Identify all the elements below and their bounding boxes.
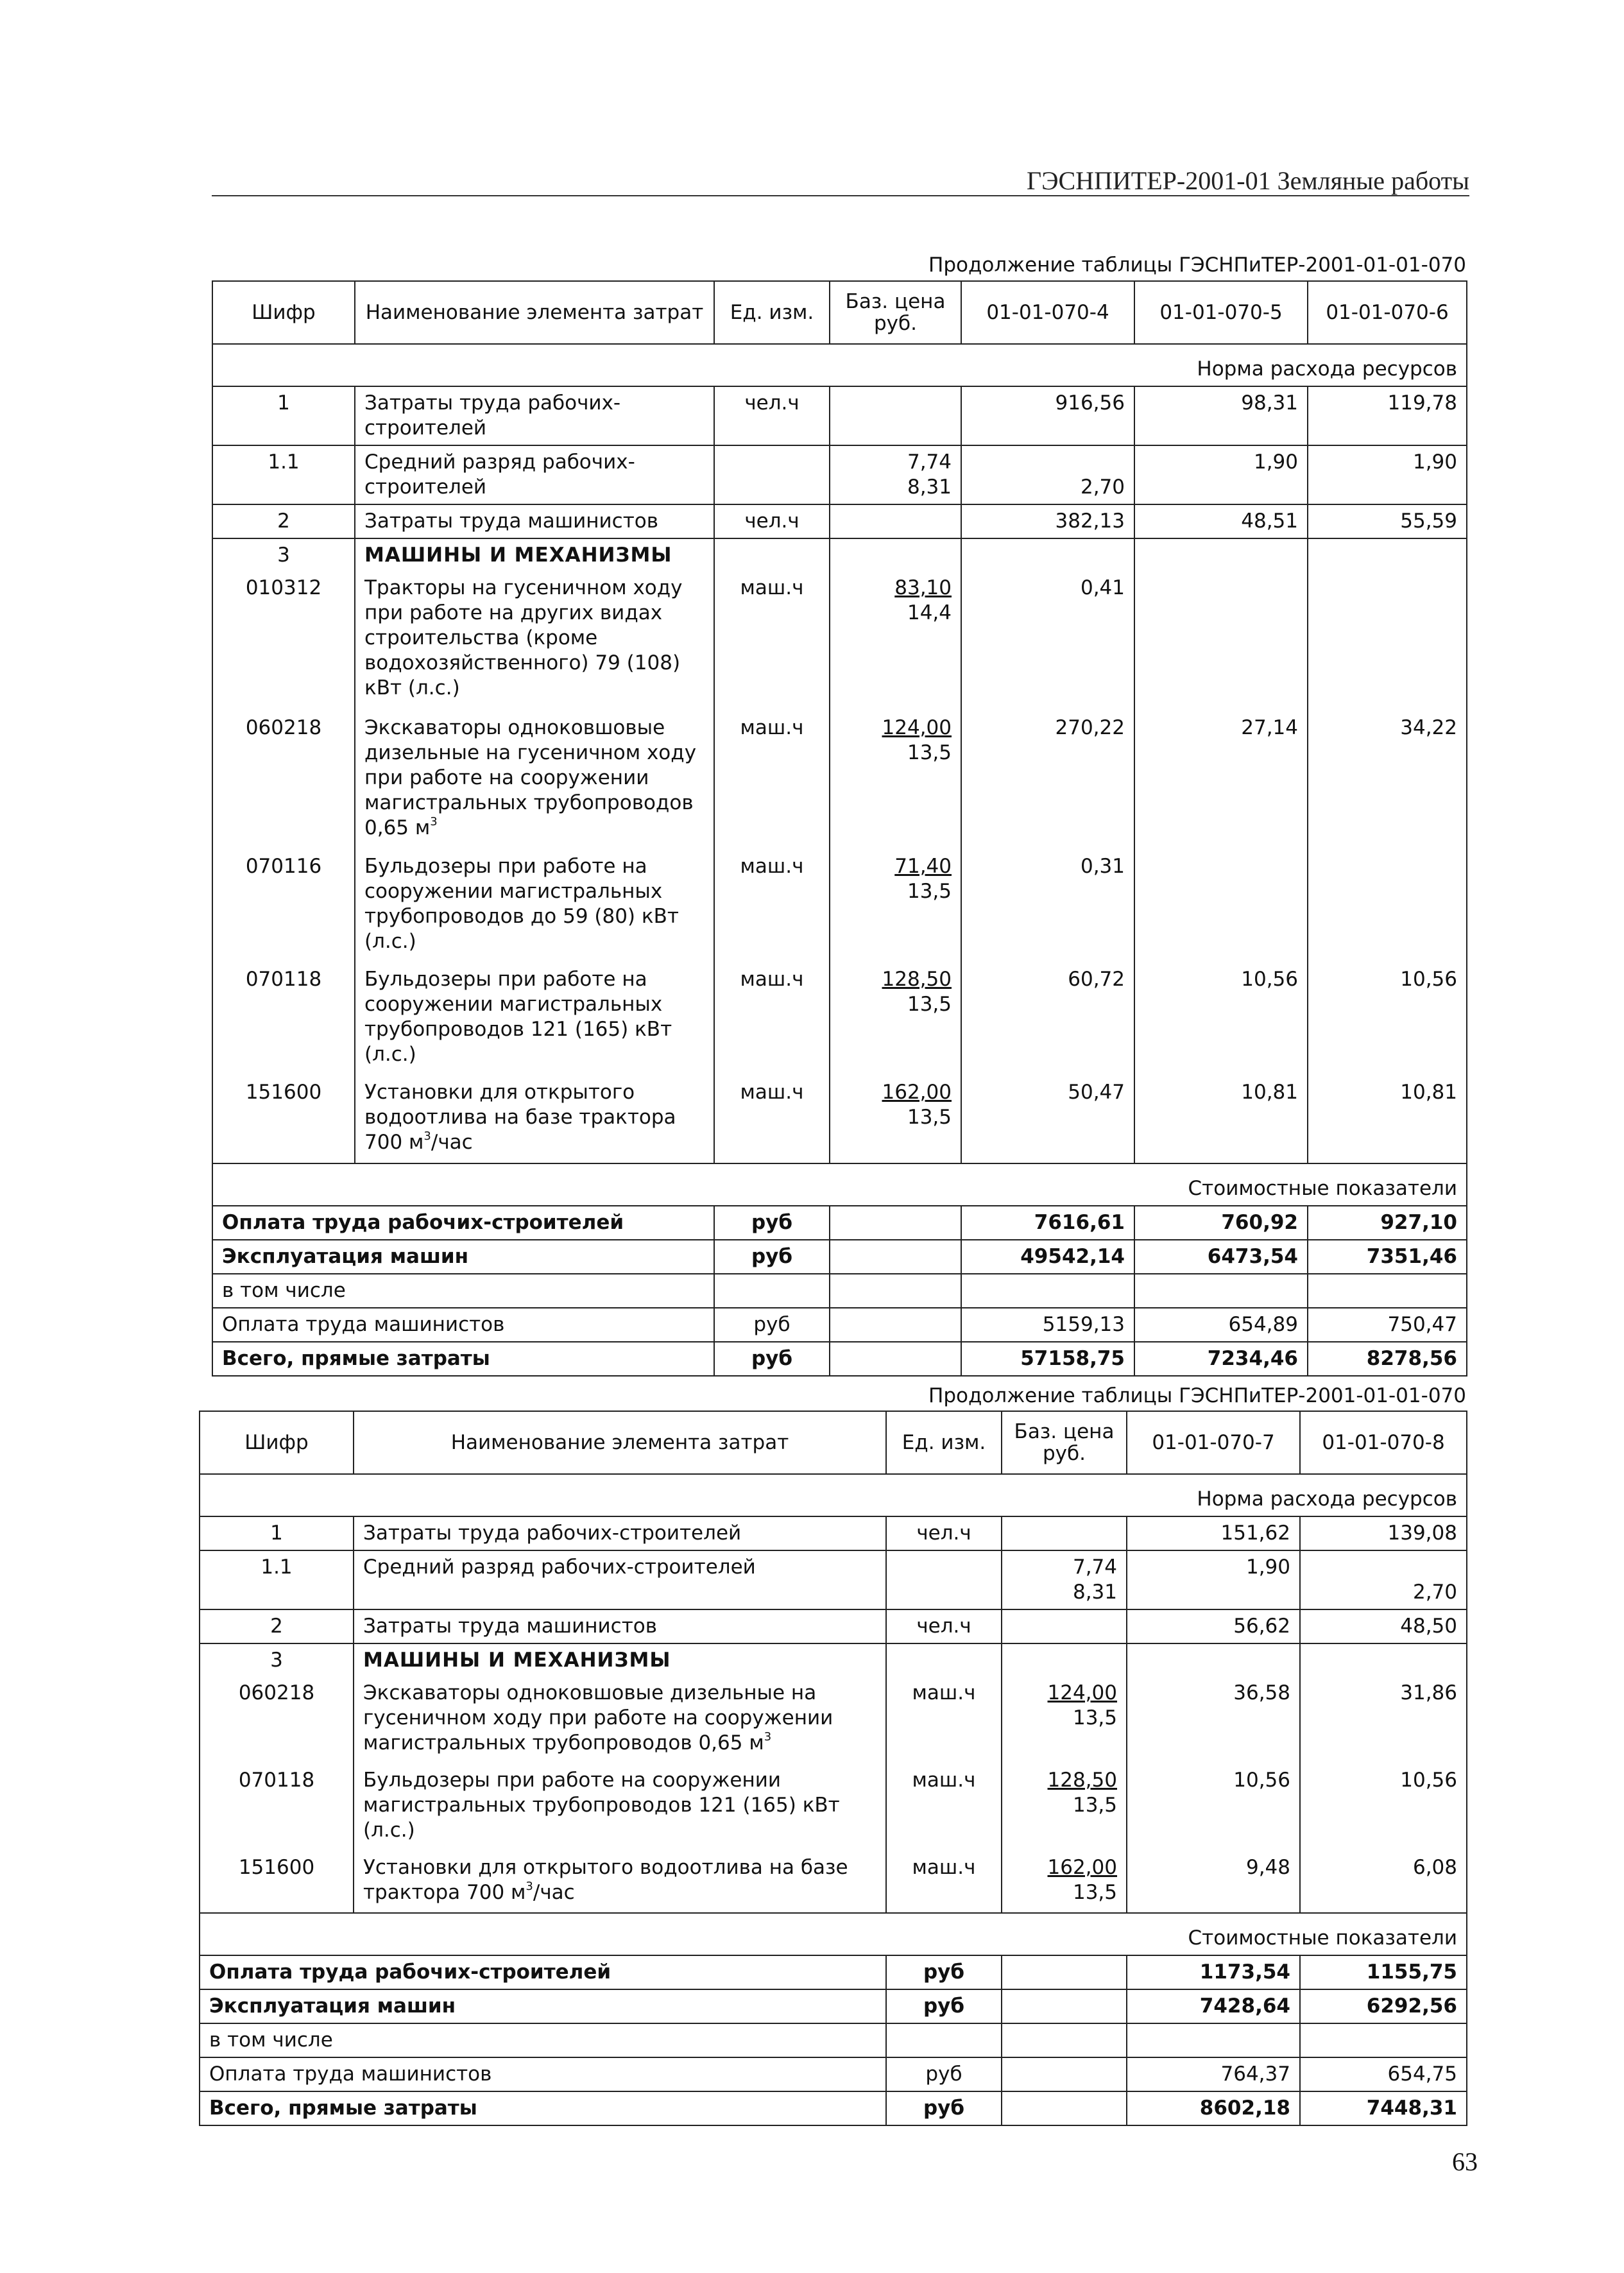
col-c2: 01-01-070-5 bbox=[1134, 281, 1308, 344]
table-cell: 7448,31 bbox=[1300, 2091, 1467, 2125]
table-cell: чел.ч bbox=[714, 504, 830, 538]
cell-text: 3 bbox=[764, 1730, 772, 1744]
table-cell: маш.ч bbox=[886, 1851, 1002, 1913]
table-cell: Норма расхода ресурсов bbox=[200, 1483, 1467, 1516]
table-cell bbox=[1134, 1274, 1308, 1308]
table-cell: руб bbox=[714, 1308, 830, 1342]
table-cell: Ед. изм. bbox=[886, 1411, 1002, 1474]
table-cell bbox=[830, 712, 961, 850]
table-cell: 916,56 bbox=[961, 386, 1134, 445]
table-cell bbox=[1134, 572, 1308, 712]
col-code: Шифр bbox=[212, 281, 355, 344]
table-cell: Всего, прямые затраты bbox=[200, 2091, 886, 2125]
table-cell: Шифр bbox=[200, 1411, 354, 1474]
table-cell bbox=[1002, 2091, 1127, 2125]
table-cell: 0,31 bbox=[961, 850, 1134, 963]
table-row bbox=[200, 1516, 1467, 1550]
table-cell: 6,08 bbox=[1300, 1851, 1467, 1913]
norm-label: Норма расхода ресурсов bbox=[212, 353, 1467, 386]
table-cell: 49542,14 bbox=[961, 1240, 1134, 1274]
table-row bbox=[200, 1609, 1467, 1643]
table-cell bbox=[961, 538, 1134, 572]
table-cell: МАШИНЫ И МЕХАНИЗМЫ bbox=[355, 538, 714, 572]
cell-text: 124,00 bbox=[1047, 1681, 1117, 1704]
table-cell bbox=[886, 2023, 1002, 2057]
table-cell: 1.1 bbox=[212, 445, 355, 504]
table-cell bbox=[830, 504, 961, 538]
table-cell bbox=[354, 1677, 886, 1764]
summary-row bbox=[212, 1274, 1467, 1308]
table-cell: 654,75 bbox=[1300, 2057, 1467, 2091]
table-cell: Бульдозеры при работе на сооружении магистральных трубопроводов 121 (165) кВт (л.с.) bbox=[354, 1764, 886, 1851]
summary-row bbox=[200, 1955, 1467, 1989]
table-cell: 119,78 bbox=[1308, 386, 1467, 445]
table-cell: Затраты труда машинистов bbox=[355, 504, 714, 538]
table-cell: 48,51 bbox=[1134, 504, 1308, 538]
table-cell: 654,89 bbox=[1134, 1308, 1308, 1342]
table-cell: 10,56 bbox=[1308, 963, 1467, 1076]
table-cell bbox=[1134, 850, 1308, 963]
table-cell: 34,22 bbox=[1308, 712, 1467, 850]
table-row bbox=[200, 1764, 1467, 1851]
table-cell: 2,70 bbox=[1300, 1550, 1467, 1609]
cell-text: 128,50 bbox=[882, 968, 952, 991]
table-cell: маш.ч bbox=[886, 1677, 1002, 1764]
summary-row bbox=[200, 1989, 1467, 2023]
table-cell: 1,90 bbox=[1127, 1550, 1300, 1609]
cost-label: Стоимостные показатели bbox=[212, 1172, 1467, 1206]
table-cell: 060218 bbox=[212, 712, 355, 850]
table1-caption: Продолжение таблицы ГЭСНПиТЕР-2001-01-01-070 bbox=[928, 253, 1466, 277]
cell-text: 13,5 bbox=[1072, 1881, 1117, 1904]
table-cell bbox=[714, 538, 830, 572]
table-cell: 139,08 bbox=[1300, 1516, 1467, 1550]
table-cell: маш.ч bbox=[714, 1076, 830, 1163]
summary-row bbox=[212, 1308, 1467, 1342]
table-cell bbox=[830, 850, 961, 963]
table-cell: маш.ч bbox=[714, 963, 830, 1076]
table-cell: руб bbox=[886, 2091, 1002, 2125]
table-cell bbox=[1002, 1550, 1127, 1609]
table-cell bbox=[830, 538, 961, 572]
table-cell: 60,72 bbox=[961, 963, 1134, 1076]
summary-row bbox=[200, 2023, 1467, 2057]
table-cell: 3 bbox=[200, 1643, 354, 1677]
table-cell: в том числе bbox=[200, 2023, 886, 2057]
table-cell: Затраты труда рабочих-строителей bbox=[354, 1516, 886, 1550]
cell-text: Установки для открытого водоотлива на базе трактора 700 м bbox=[363, 1856, 848, 1904]
table-cell: 01-01-070-7 bbox=[1127, 1411, 1300, 1474]
table-cell: 10,81 bbox=[1134, 1076, 1308, 1163]
cell-text: 3 bbox=[526, 1880, 533, 1893]
table-cell: маш.ч bbox=[714, 712, 830, 850]
table-cell: 1 bbox=[200, 1516, 354, 1550]
table-cell: Средний разряд рабочих-строителей bbox=[354, 1550, 886, 1609]
table-cell: 10,56 bbox=[1134, 963, 1308, 1076]
table-row bbox=[212, 386, 1467, 445]
table-cell: чел.ч bbox=[886, 1609, 1002, 1643]
table-cell bbox=[1002, 2057, 1127, 2091]
summary-row bbox=[212, 1240, 1467, 1274]
table-cell: 1 bbox=[212, 386, 355, 445]
table-cell bbox=[355, 712, 714, 850]
table-cell: 0,41 bbox=[961, 572, 1134, 712]
table-cell: 50,47 bbox=[961, 1076, 1134, 1163]
table-cell: 2 bbox=[212, 504, 355, 538]
table-cell: Оплата труда рабочих-строителей bbox=[212, 1206, 714, 1240]
table-cell: 55,59 bbox=[1308, 504, 1467, 538]
table-cell: руб bbox=[714, 1240, 830, 1274]
cell-text: Установки для открытого водоотлива на базе трактора 700 м bbox=[364, 1081, 676, 1154]
table-row bbox=[212, 1076, 1467, 1163]
table-cell: 070116 bbox=[212, 850, 355, 963]
table-cell: 6473,54 bbox=[1134, 1240, 1308, 1274]
cell-text: 14,4 bbox=[907, 601, 952, 624]
table-cell bbox=[1002, 1851, 1127, 1913]
table-cell: 57158,75 bbox=[961, 1342, 1134, 1376]
table-cell bbox=[830, 963, 961, 1076]
table-cell: маш.ч bbox=[886, 1764, 1002, 1851]
cell-text: 3 bbox=[430, 815, 438, 828]
summary-row bbox=[200, 2057, 1467, 2091]
table2-caption: Продолжение таблицы ГЭСНПиТЕР-2001-01-01-070 bbox=[928, 1384, 1466, 1407]
table-cell: Оплата труда рабочих-строителей bbox=[200, 1955, 886, 1989]
table-cell bbox=[830, 1206, 961, 1240]
col-price: Баз. цена руб. bbox=[830, 281, 961, 344]
table-cell: 27,14 bbox=[1134, 712, 1308, 850]
col-name: Наименование элемента затрат bbox=[355, 281, 714, 344]
cell-text: 13,5 bbox=[907, 1106, 952, 1129]
table1 bbox=[212, 280, 1467, 1377]
cell-text: 7,74 bbox=[907, 450, 952, 474]
table-cell: 151600 bbox=[212, 1076, 355, 1163]
cell-text: /час bbox=[431, 1131, 473, 1154]
table-cell bbox=[1002, 1516, 1127, 1550]
table-row bbox=[212, 572, 1467, 712]
section-row bbox=[212, 538, 1467, 572]
table-cell bbox=[355, 1076, 714, 1163]
table-cell bbox=[1002, 1764, 1127, 1851]
table-cell: 764,37 bbox=[1127, 2057, 1300, 2091]
table-cell bbox=[714, 445, 830, 504]
table-cell: Оплата труда машинистов bbox=[200, 2057, 886, 2091]
table-cell: Затраты труда рабочих-строителей bbox=[355, 386, 714, 445]
cell-text: 83,10 bbox=[894, 576, 952, 599]
table-cell bbox=[1300, 1643, 1467, 1677]
table-cell bbox=[1002, 2023, 1127, 2057]
header-rule bbox=[212, 195, 1469, 196]
cell-text: 13,5 bbox=[907, 993, 952, 1016]
table-row bbox=[200, 1550, 1467, 1609]
table-cell: Всего, прямые затраты bbox=[212, 1342, 714, 1376]
table-row bbox=[212, 445, 1467, 504]
table-cell: 36,58 bbox=[1127, 1677, 1300, 1764]
table-cell: руб bbox=[714, 1342, 830, 1376]
cell-text: 13,5 bbox=[1072, 1794, 1117, 1817]
table-row bbox=[212, 963, 1467, 1076]
table-cell bbox=[714, 1274, 830, 1308]
col-c3: 01-01-070-6 bbox=[1308, 281, 1467, 344]
header-title: ГЭСНПИТЕР-2001-01 Земляные работы bbox=[1026, 166, 1469, 195]
summary-row bbox=[212, 1342, 1467, 1376]
table-cell: 5159,13 bbox=[961, 1308, 1134, 1342]
table-cell bbox=[1002, 1989, 1127, 2023]
table2 bbox=[199, 1411, 1467, 2126]
table-cell: Стоимостные показатели bbox=[200, 1922, 1467, 1955]
cell-text: 3 bbox=[423, 1129, 431, 1143]
table-cell bbox=[1300, 2023, 1467, 2057]
cell-text: 13,5 bbox=[907, 741, 952, 764]
cell-text: Экскаваторы одноковшовые дизельные на гусеничном ходу при работе на сооружении магистральных трубопроводов 0,65 м bbox=[363, 1681, 833, 1754]
table-cell bbox=[1002, 1677, 1127, 1764]
table-cell: 070118 bbox=[212, 963, 355, 1076]
table-cell bbox=[886, 1643, 1002, 1677]
table-cell: 760,92 bbox=[1134, 1206, 1308, 1240]
summary-row bbox=[200, 2091, 1467, 2125]
table-cell: 1155,75 bbox=[1300, 1955, 1467, 1989]
table-cell: 6292,56 bbox=[1300, 1989, 1467, 2023]
table-cell bbox=[1127, 1643, 1300, 1677]
table-row bbox=[200, 1677, 1467, 1764]
table-cell: 10,56 bbox=[1127, 1764, 1300, 1851]
cell-text: 8,31 bbox=[907, 476, 952, 499]
table-cell bbox=[1308, 538, 1467, 572]
table-cell: 10,56 bbox=[1300, 1764, 1467, 1851]
table-cell: 1173,54 bbox=[1127, 1955, 1300, 1989]
cell-text: 124,00 bbox=[882, 716, 952, 739]
table-cell: 7351,46 bbox=[1308, 1240, 1467, 1274]
table-cell: 070118 bbox=[200, 1764, 354, 1851]
table-cell: Бульдозеры при работе на сооружении магистральных трубопроводов до 59 (80) кВт (л.с.) bbox=[355, 850, 714, 963]
table-cell: 750,47 bbox=[1308, 1308, 1467, 1342]
cell-text: 71,40 bbox=[894, 855, 952, 878]
table-cell: Эксплуатация машин bbox=[212, 1240, 714, 1274]
table1-norm-row bbox=[212, 353, 1467, 386]
cell-text: 162,00 bbox=[1047, 1856, 1117, 1879]
table-cell: Тракторы на гусеничном ходу при работе на других видах строительства (кроме водохозяйственного) 79 (108) кВт (л.с.) bbox=[355, 572, 714, 712]
table-cell bbox=[212, 1163, 1467, 1172]
table-cell: Оплата труда машинистов bbox=[212, 1308, 714, 1342]
table-cell bbox=[830, 1076, 961, 1163]
table-cell: Бульдозеры при работе на сооружении магистральных трубопроводов 121 (165) кВт (л.с.) bbox=[355, 963, 714, 1076]
table-cell: 31,86 bbox=[1300, 1677, 1467, 1764]
table-cell: чел.ч bbox=[714, 386, 830, 445]
table-cell: 7234,46 bbox=[1134, 1342, 1308, 1376]
summary-row bbox=[212, 1206, 1467, 1240]
cell-text: Экскаваторы одноковшовые дизельные на гусеничном ходу при работе на сооружении магистральных трубопроводов 0,65 м bbox=[364, 716, 697, 839]
table-cell: 98,31 bbox=[1134, 386, 1308, 445]
cell-text: 162,00 bbox=[882, 1081, 952, 1104]
section-row bbox=[200, 1643, 1467, 1677]
table-cell bbox=[830, 1308, 961, 1342]
table-cell: Наименование элемента затрат bbox=[354, 1411, 886, 1474]
cell-text: 8,31 bbox=[1072, 1581, 1117, 1604]
table-cell bbox=[830, 572, 961, 712]
table-cell bbox=[1308, 850, 1467, 963]
page-number: 63 bbox=[1452, 2147, 1478, 2176]
table2-norm-row bbox=[200, 1483, 1467, 1516]
table-cell: руб bbox=[886, 1955, 1002, 1989]
table-cell: 7616,61 bbox=[961, 1206, 1134, 1240]
table-cell bbox=[830, 1342, 961, 1376]
table-cell bbox=[1002, 1643, 1127, 1677]
table-cell: 151,62 bbox=[1127, 1516, 1300, 1550]
table-cell: Эксплуатация машин bbox=[200, 1989, 886, 2023]
table-cell: руб bbox=[886, 2057, 1002, 2091]
table-cell bbox=[200, 1913, 1467, 1922]
col-c1: 01-01-070-4 bbox=[961, 281, 1134, 344]
table-cell bbox=[830, 1274, 961, 1308]
table-cell: 2 bbox=[200, 1609, 354, 1643]
table-cell: 270,22 bbox=[961, 712, 1134, 850]
table-cell bbox=[354, 1851, 886, 1913]
table-cell bbox=[1127, 2023, 1300, 2057]
table1-cost-row bbox=[212, 1172, 1467, 1206]
table-row bbox=[212, 850, 1467, 963]
table-cell bbox=[1308, 572, 1467, 712]
table-cell: 382,13 bbox=[961, 504, 1134, 538]
table-cell: 7428,64 bbox=[1127, 1989, 1300, 2023]
table-cell bbox=[1002, 1955, 1127, 1989]
table-cell: маш.ч bbox=[714, 850, 830, 963]
table-cell: 9,48 bbox=[1127, 1851, 1300, 1913]
table-cell: руб bbox=[714, 1206, 830, 1240]
table-cell bbox=[1308, 1274, 1467, 1308]
running-header bbox=[212, 166, 1469, 196]
table2-header-row bbox=[200, 1411, 1467, 1474]
table-row bbox=[212, 504, 1467, 538]
table-cell: 151600 bbox=[200, 1851, 354, 1913]
table-cell: руб bbox=[886, 1989, 1002, 2023]
table-cell bbox=[200, 1474, 1467, 1483]
cell-text: /час bbox=[533, 1881, 575, 1904]
table2-cost-row bbox=[200, 1922, 1467, 1955]
table-cell: 8602,18 bbox=[1127, 2091, 1300, 2125]
table-cell: 927,10 bbox=[1308, 1206, 1467, 1240]
table-row bbox=[200, 1851, 1467, 1913]
table-cell bbox=[961, 1274, 1134, 1308]
table-cell: 1.1 bbox=[200, 1550, 354, 1609]
col-unit: Ед. изм. bbox=[714, 281, 830, 344]
table-cell: МАШИНЫ И МЕХАНИЗМЫ bbox=[354, 1643, 886, 1677]
cell-text: 7,74 bbox=[1072, 1556, 1117, 1579]
table1-header-row bbox=[212, 281, 1467, 344]
table-cell bbox=[830, 445, 961, 504]
cell-text: 13,5 bbox=[1072, 1706, 1117, 1729]
table-cell: чел.ч bbox=[886, 1516, 1002, 1550]
table-cell: Баз. цена руб. bbox=[1002, 1411, 1127, 1474]
table-cell: 8278,56 bbox=[1308, 1342, 1467, 1376]
table-cell: Средний разряд рабочих-строителей bbox=[355, 445, 714, 504]
cell-text: 13,5 bbox=[907, 880, 952, 903]
table-row bbox=[212, 712, 1467, 850]
table-cell: 56,62 bbox=[1127, 1609, 1300, 1643]
table-cell bbox=[1134, 538, 1308, 572]
table-cell: 1,90 bbox=[1134, 445, 1308, 504]
table-cell bbox=[1002, 1609, 1127, 1643]
table-cell bbox=[212, 344, 1467, 353]
table-cell bbox=[830, 1240, 961, 1274]
table-cell bbox=[886, 1550, 1002, 1609]
table-cell: 3 bbox=[212, 538, 355, 572]
table-cell: 10,81 bbox=[1308, 1076, 1467, 1163]
table-cell: в том числе bbox=[212, 1274, 714, 1308]
table-cell bbox=[830, 386, 961, 445]
table-cell: Затраты труда машинистов bbox=[354, 1609, 886, 1643]
cell-text: 128,50 bbox=[1047, 1769, 1117, 1792]
table-cell: 060218 bbox=[200, 1677, 354, 1764]
table-cell: 01-01-070-8 bbox=[1300, 1411, 1467, 1474]
table-cell: маш.ч bbox=[714, 572, 830, 712]
table-cell: 1,90 bbox=[1308, 445, 1467, 504]
table-cell: 2,70 bbox=[961, 445, 1134, 504]
table-cell: 48,50 bbox=[1300, 1609, 1467, 1643]
table-cell: 010312 bbox=[212, 572, 355, 712]
